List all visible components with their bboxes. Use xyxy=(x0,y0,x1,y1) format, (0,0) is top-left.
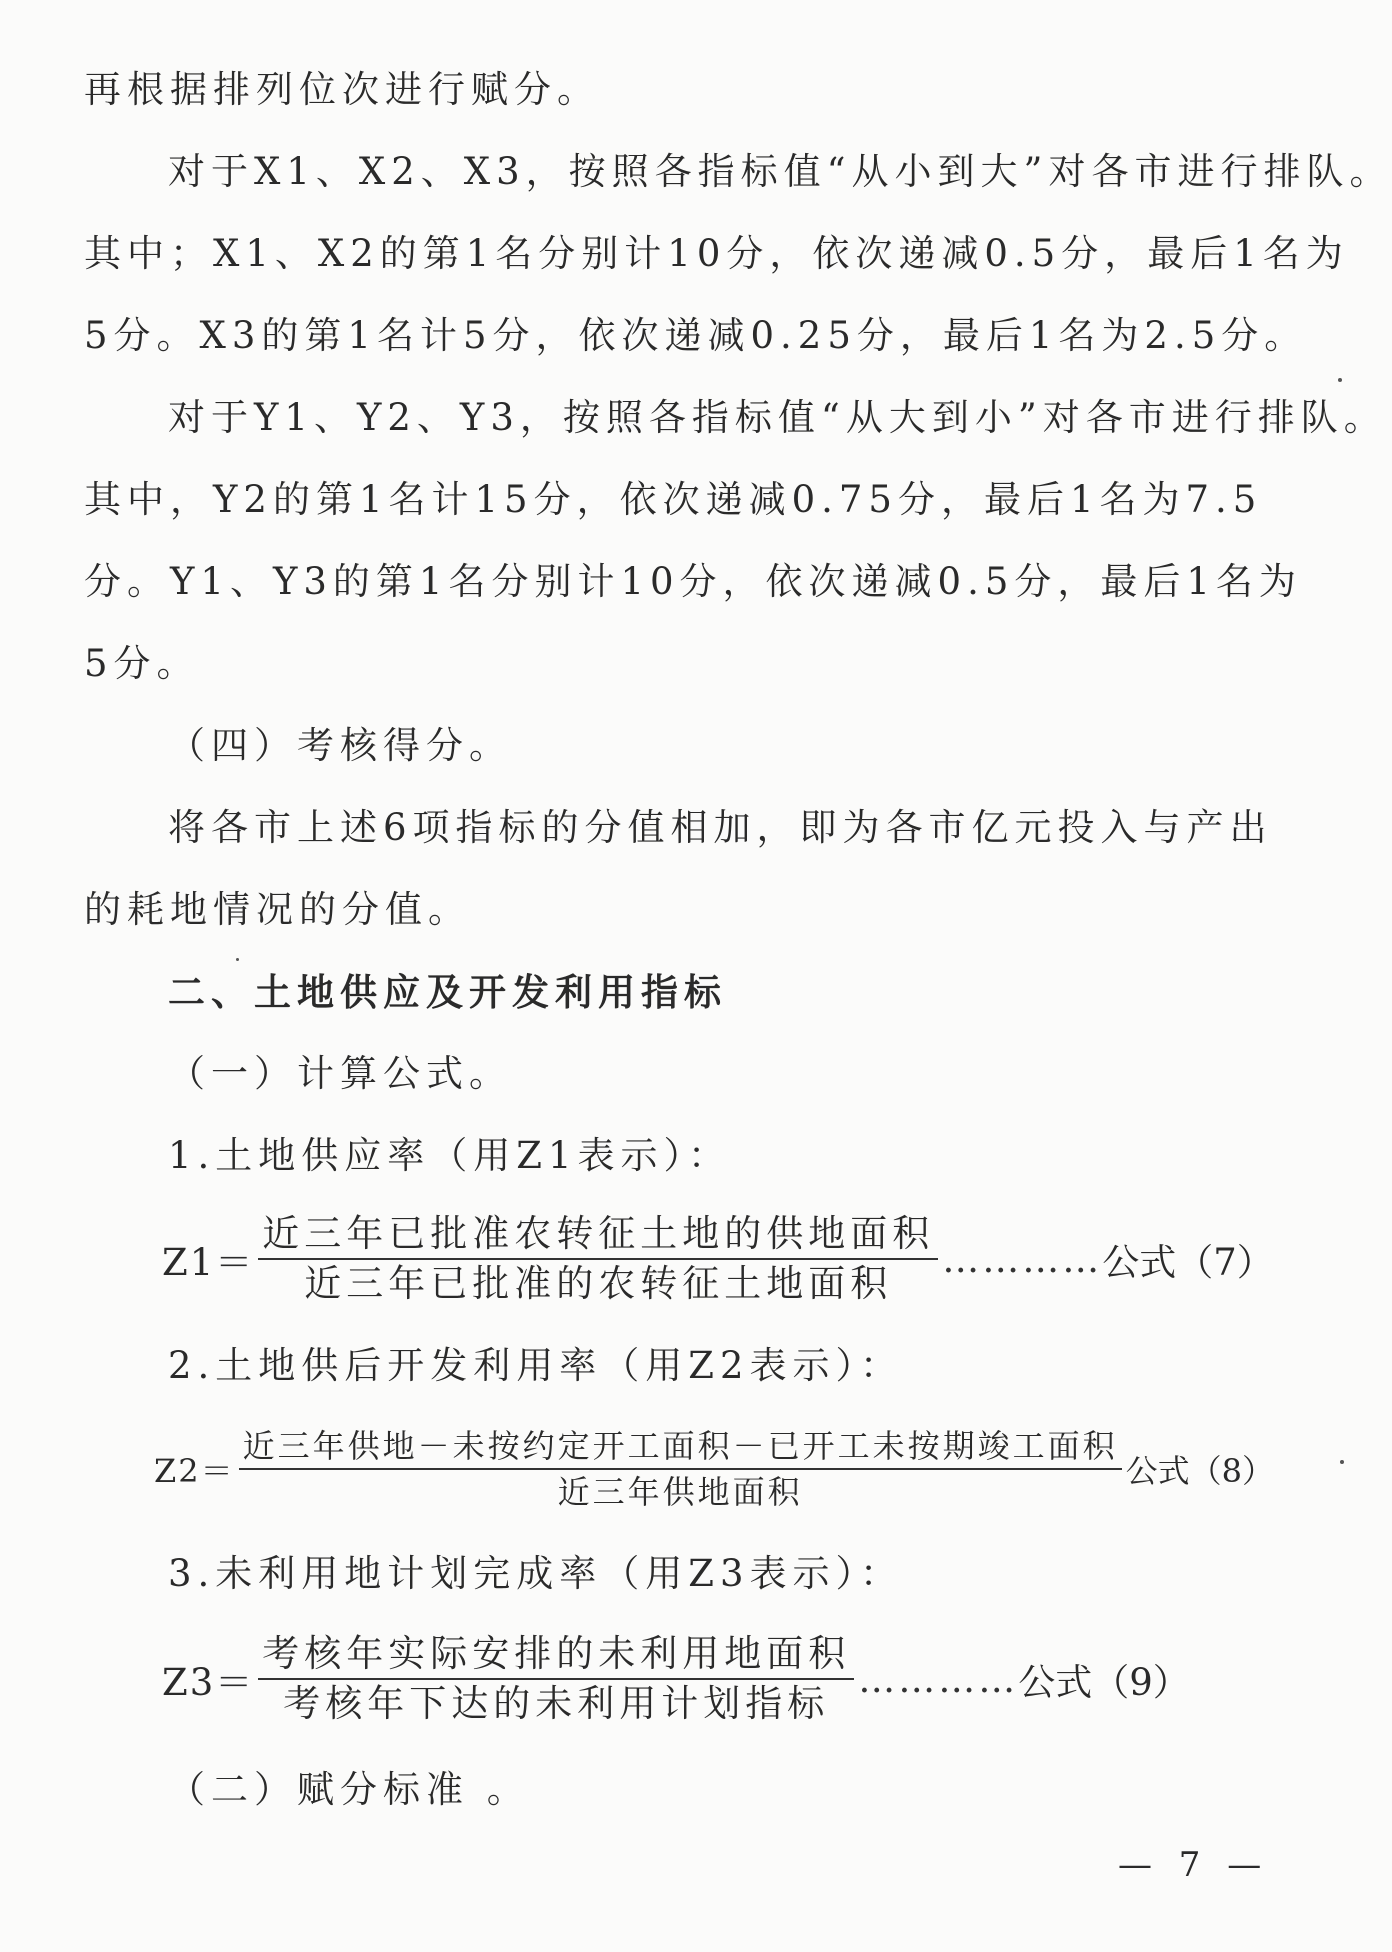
scan-speck xyxy=(1340,1460,1344,1464)
formula-tag: 公式（8） xyxy=(1125,1452,1274,1490)
leader-dots: ………… xyxy=(858,1657,1019,1701)
formula-tag: 公式（7） xyxy=(1102,1241,1274,1284)
formula-z1 xyxy=(162,1212,1274,1306)
paragraph-line: 对于X1、X2、X3，按照各指标值“从小到大”对各市进行排队。 xyxy=(168,150,1392,193)
section-heading: 二、土地供应及开发利用指标 xyxy=(168,970,727,1014)
fraction-denominator: 考核年下达的未利用计划指标 xyxy=(283,1682,830,1725)
paragraph-line: 分。Y1、Y3的第1名分别计10分，依次递减0.5分，最后1名为 xyxy=(84,560,1302,603)
section-subheading: （一）计算公式。 xyxy=(168,1052,512,1095)
fraction xyxy=(258,1212,938,1306)
fraction xyxy=(239,1426,1122,1512)
formula-lhs: Z2＝ xyxy=(154,1452,235,1490)
paragraph-line: 再根据排列位次进行赋分。 xyxy=(84,68,600,111)
paragraph-line: 将各市上述6项指标的分值相加，即为各市亿元投入与产出 xyxy=(168,806,1273,849)
paragraph-line: 其中，Y2的第1名计15分，依次递减0.75分，最后1名为7.5 xyxy=(84,478,1263,521)
paragraph-line: 5分。 xyxy=(84,642,200,685)
paragraph-line: 5分。X3的第1名计5分，依次递减0.25分，最后1名为2.5分。 xyxy=(84,314,1308,357)
formula-tag: 公式（9） xyxy=(1018,1661,1190,1704)
fraction xyxy=(258,1632,854,1726)
fraction-numerator: 考核年实际安排的未利用地面积 xyxy=(258,1632,854,1680)
paragraph-line: 其中；X1、X2的第1名分别计10分，依次递减0.5分，最后1名为 xyxy=(84,232,1349,275)
page-number: — 7 — xyxy=(1118,1845,1270,1885)
leader-dots: ………… xyxy=(942,1237,1103,1281)
paragraph-line: 对于Y1、Y2、Y3，按照各指标值“从大到小”对各市进行排队。 xyxy=(168,396,1387,439)
formula-z3 xyxy=(162,1632,1190,1726)
formula-z2 xyxy=(154,1426,1274,1512)
formula-intro: 3.未利用地计划完成率（用Z3表示）： xyxy=(168,1552,904,1595)
formula-lhs: Z3＝ xyxy=(162,1661,255,1704)
formula-lhs: Z1＝ xyxy=(162,1241,255,1284)
fraction-denominator: 近三年供地面积 xyxy=(557,1473,803,1511)
fraction-numerator: 近三年供地－未按约定开工面积－已开工未按期竣工面积 xyxy=(239,1426,1122,1470)
fraction-numerator: 近三年已批准农转征土地的供地面积 xyxy=(258,1212,938,1260)
paragraph-line: 的耗地情况的分值。 xyxy=(84,888,471,931)
section-subheading: （四）考核得分。 xyxy=(168,724,512,767)
formula-intro: 2.土地供后开发利用率（用Z2表示）： xyxy=(168,1344,904,1387)
scan-speck xyxy=(1338,378,1342,382)
fraction-denominator: 近三年已批准的农转征土地面积 xyxy=(304,1262,893,1305)
section-subheading: （二）赋分标准 。 xyxy=(168,1768,530,1811)
formula-intro: 1.土地供应率（用Z1表示）： xyxy=(168,1134,732,1177)
scan-speck xyxy=(236,958,239,961)
